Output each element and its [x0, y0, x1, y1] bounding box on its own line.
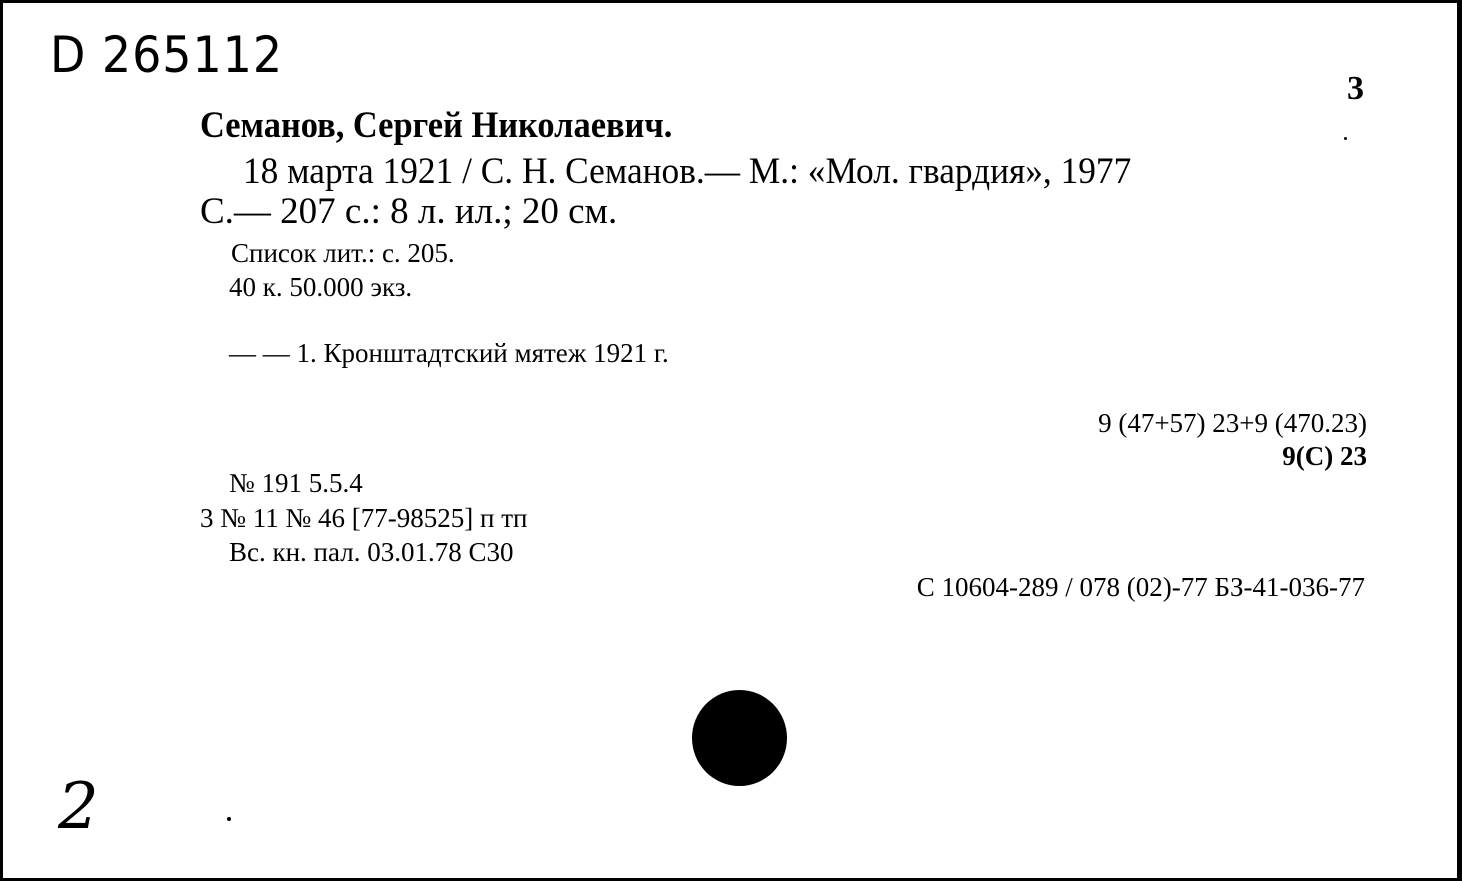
catalog-code: С 10604-289 / 078 (02)-77 БЗ-41-036-77	[916, 572, 1365, 602]
punch-hole	[692, 690, 787, 786]
subject-heading: — — 1. Кронштадтский мятеж 1921 г.	[229, 338, 669, 368]
physical-description: С.— 207 с.: 8 л. ил.; 20 см.	[200, 191, 618, 232]
order-line-1: № 191 5.5.4	[229, 468, 363, 498]
handwritten-mark: 2	[58, 770, 99, 844]
card-number: 3	[1347, 70, 1364, 107]
card-edge-top	[0, 0, 1462, 3]
speck	[227, 817, 231, 821]
author-heading: Семанов, Сергей Николаевич.	[200, 105, 673, 146]
title-imprint-line: 18 марта 1921 / С. Н. Семанов.— М.: «Мол. гвардия», 1977	[243, 151, 1132, 192]
classification-index: 9 (47+57) 23+9 (470.23)	[1098, 408, 1367, 438]
order-line-3: Вс. кн. пал. 03.01.78 С30	[229, 537, 514, 567]
price-and-print-run: 40 к. 50.000 экз.	[229, 272, 413, 302]
card-edge-left	[0, 0, 3, 881]
order-line-2: 3 № 11 № 46 [77-98525] п тп	[200, 503, 528, 533]
classification-author-mark: 9(С) 23	[1282, 441, 1367, 471]
bibliography-note: Список лит.: с. 205.	[231, 238, 455, 268]
shelfmark: D 265112	[50, 26, 284, 84]
card-edge-right	[1457, 0, 1462, 881]
speck	[1344, 137, 1347, 140]
